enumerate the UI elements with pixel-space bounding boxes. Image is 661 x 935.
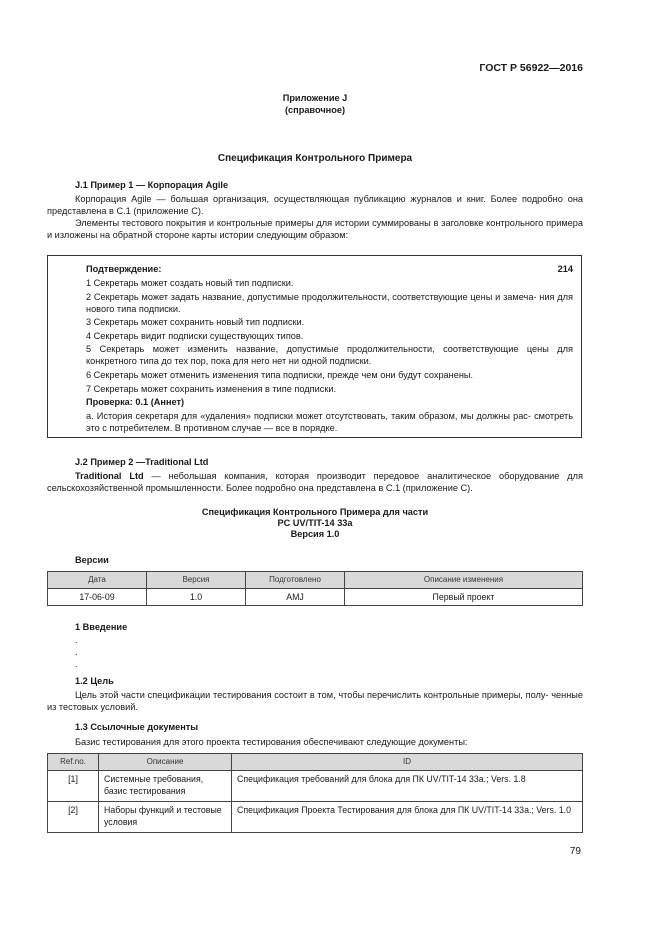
table-row (48, 589, 583, 606)
page-number: 79 (569, 846, 581, 857)
story-card-box (47, 255, 582, 438)
appendix-subtitle: (справочное) (284, 105, 345, 115)
versions-col-version: Версия (147, 572, 246, 589)
company-name: Traditional Ltd (75, 471, 144, 481)
confirmation-item: 6 Секретарь может отменить изменения типа подписки, прежде чем они будут сохранены. (86, 369, 474, 380)
version-author: AMJ (246, 589, 345, 606)
goal-text: Цель этой части спецификации тестирования состоит в том, чтобы перечислить контрольные примеры, полу- ченные из тестовых условий. (47, 690, 583, 712)
confirmation-label: Подтверждение: (86, 264, 162, 274)
confirmation-item: 3 Секретарь может сохранить новый тип подписки. (86, 317, 305, 328)
version-number: 1.0 (147, 589, 246, 606)
confirmation-row (86, 263, 573, 275)
placeholder-dot: . (75, 635, 78, 645)
ref-description: Системные требования, базис тестирования (99, 771, 232, 802)
j2-paragraph-text: — небольшая компания, которая производит передовое аналитическое оборудование для сельскохозяйственной промышленности. Более подробно она представлена в С.1 (приложение С). (47, 471, 583, 493)
ref-id: Спецификация Проекта Тестирования для блока для ПК UV/TIT-14 33a.; Vers. 1.0 (232, 802, 583, 833)
refs-intro (47, 736, 583, 748)
versions-col-description: Описание изменения (345, 572, 583, 589)
references-table (47, 753, 583, 833)
standard-number: ГОСТ Р 56922—2016 (479, 62, 583, 74)
spec-title-line1: Спецификация Контрольного Примера для части (201, 507, 429, 517)
spec-title-line2: PC UV/TIT-14 33a (277, 518, 353, 528)
box-note: а. История секретаря для «удаления» подписки может отсутствовать, таким образом, мы должны рас- смотреть это с потребителем. В противном случае — все в порядке. (86, 410, 573, 433)
section-j2-body (47, 470, 583, 494)
placeholder-dot: . (75, 647, 78, 657)
refs-header-row (48, 754, 583, 771)
refs-col-refno: Ref.no. (48, 754, 99, 771)
versions-header-row (48, 572, 583, 589)
story-number: 214 (557, 264, 573, 274)
refs-col-description: Описание (99, 754, 232, 771)
appendix-title: Приложение J (282, 93, 348, 103)
ref-number: [2] (48, 802, 99, 833)
intro-heading: 1 Введение (75, 622, 128, 632)
j1-paragraph-1: Корпорация Agile — большая организация, осуществляющая публикацию журналов и книг. Более подробно она представлена в С.1 (приложение С). (47, 194, 583, 216)
j2-paragraph (47, 470, 583, 494)
confirmation-item: 7 Секретарь может сохранить изменения в типе подписки. (86, 383, 337, 394)
confirmation-item: 4 Секретарь видит подписки существующих типов. (86, 330, 304, 341)
goal-heading: 1.2 Цель (75, 676, 114, 686)
placeholder-dot: . (75, 659, 78, 669)
ref-description: Наборы функций и тестовые условия (99, 802, 232, 833)
refs-text: Базис тестирования для этого проекта тестирования обеспечивают следующие документы: (75, 737, 468, 747)
refs-heading: 1.3 Ссылочные документы (75, 722, 199, 732)
section-j2-heading: J.2 Пример 2 —Traditional Ltd (75, 457, 209, 467)
confirmation-item: 2 Секретарь может задать название, допустимые продолжительности, соответствующие цены и замеча- ния для нового типа подписки. (86, 291, 573, 314)
spec-title-line3: Версия 1.0 (290, 529, 340, 539)
goal-body (47, 689, 583, 713)
versions-table (47, 571, 583, 606)
ref-number: [1] (48, 771, 99, 802)
table-row (48, 802, 583, 833)
ref-id: Спецификация требований для блока для ПК UV/TIT-14 33a.; Vers. 1.8 (232, 771, 583, 802)
main-title: Спецификация Контрольного Примера (217, 153, 413, 164)
version-date: 17-06-09 (48, 589, 147, 606)
confirmation-item: 5 Секретарь может изменить название, допустимые продолжительности, соответствующие цены для конкретного типа до тех пор, пока для него нет ни одной подписки. (86, 344, 573, 367)
versions-heading: Версии (75, 555, 109, 565)
confirmation-item: 1 Секретарь может создать новый тип подписки. (86, 278, 294, 288)
section-j1-heading: J.1 Пример 1 — Корпорация Agile (75, 180, 229, 190)
refs-col-id: ID (232, 754, 583, 771)
version-change: Первый проект (345, 589, 583, 606)
versions-col-date: Дата (48, 572, 147, 589)
intro-placeholder-dots (75, 634, 115, 670)
j1-paragraph-2: Элементы тестового покрытия и контрольные примеры для истории суммированы в заголовке контрольного примера и изложены на обратной стороне карты истории следующим образом: (47, 218, 583, 240)
section-j1-body (47, 193, 583, 241)
check-line: Проверка: 0.1 (Аннет) (86, 397, 185, 408)
versions-col-author: Подготовлено (246, 572, 345, 589)
table-row (48, 771, 583, 802)
